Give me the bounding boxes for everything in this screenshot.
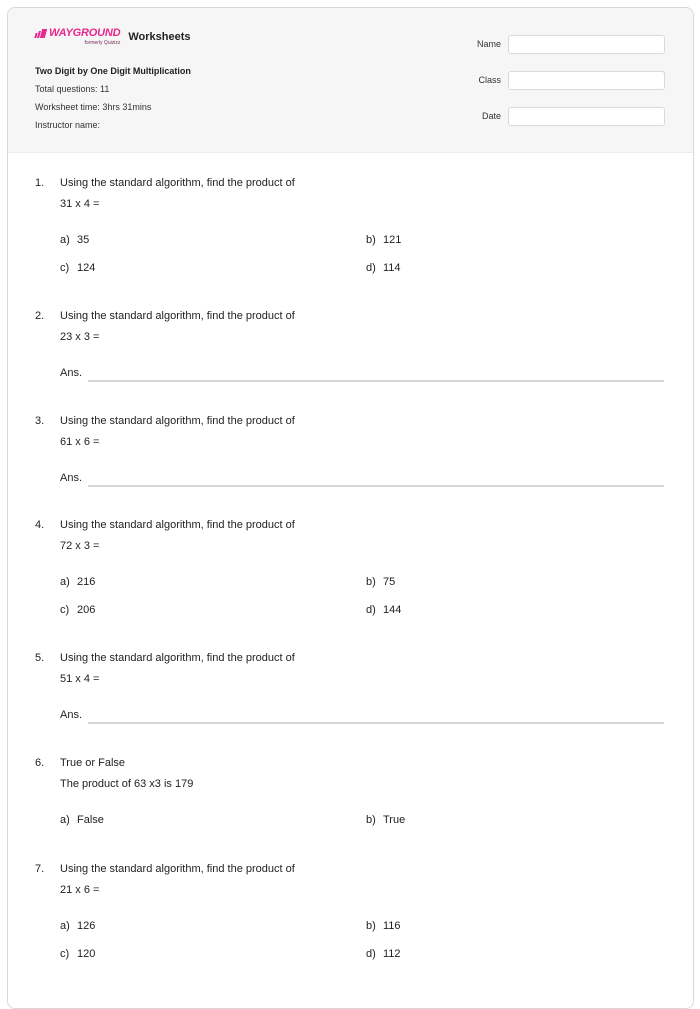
question-expression: 72 x 3 = [60, 540, 100, 552]
class-field[interactable] [508, 71, 665, 90]
question-prompt: Using the standard algorithm, find the product of [60, 310, 295, 322]
question-number: 5. [35, 652, 45, 664]
question-prompt: Using the standard algorithm, find the product of [60, 519, 295, 531]
question-expression: 31 x 4 = [60, 198, 100, 210]
question-number: 2. [35, 310, 45, 322]
worksheet-title: Two Digit by One Digit Multiplication [35, 66, 191, 76]
question-expression: 51 x 4 = [60, 673, 100, 685]
option-c[interactable]: c) 206 [60, 604, 96, 616]
answer-line[interactable] [88, 722, 664, 724]
date-label: Date [481, 111, 501, 121]
name-label: Name [476, 39, 501, 49]
answer-label: Ans. [60, 709, 83, 721]
option-b[interactable]: b) 116 [366, 920, 401, 932]
question-number: 4. [35, 519, 45, 531]
option-b[interactable]: b) True [366, 814, 406, 826]
question-number: 1. [35, 177, 45, 189]
option-b[interactable]: b) 75 [366, 576, 396, 588]
question-prompt: Using the standard algorithm, find the product of [60, 177, 295, 189]
name-row [455, 33, 665, 55]
question-number: 6. [35, 757, 45, 769]
answer-label: Ans. [60, 367, 83, 379]
worksheet-time: Worksheet time: 3hrs 31mins [35, 102, 152, 112]
product-title: Worksheets [128, 31, 191, 43]
worksheet-header [8, 8, 693, 153]
student-info-form [455, 33, 665, 141]
logo-tagline: formerly Quizizz [84, 40, 121, 46]
wayground-logo [35, 27, 120, 46]
option-a[interactable]: a) 126 [60, 920, 96, 932]
logo-mark-icon [35, 29, 47, 38]
option-b[interactable]: b) 121 [366, 234, 402, 246]
question-prompt: Using the standard algorithm, find the product of [60, 652, 295, 664]
option-d[interactable]: d) 114 [366, 262, 401, 274]
question-expression: 21 x 6 = [60, 884, 100, 896]
instructor-name: Instructor name: [35, 120, 101, 130]
question-expression: 23 x 3 = [60, 331, 100, 343]
question-prompt: True or False [60, 757, 126, 769]
answer-line[interactable] [88, 485, 664, 487]
answer-line[interactable] [88, 380, 664, 382]
worksheet-page [7, 7, 694, 1009]
date-field[interactable] [508, 107, 665, 126]
question-prompt: Using the standard algorithm, find the product of [60, 415, 295, 427]
name-field[interactable] [508, 35, 665, 54]
option-d[interactable]: d) 144 [366, 604, 402, 616]
option-c[interactable]: c) 120 [60, 948, 96, 960]
option-a[interactable]: a) False [60, 814, 104, 826]
question-number: 3. [35, 415, 45, 427]
answer-label: Ans. [60, 472, 83, 484]
option-c[interactable]: c) 124 [60, 262, 96, 274]
option-a[interactable]: a) 216 [60, 576, 96, 588]
option-a[interactable]: a) 35 [60, 234, 90, 246]
question-statement: The product of 63 x3 is 179 [60, 778, 194, 790]
question-prompt: Using the standard algorithm, find the product of [60, 863, 295, 875]
logo-brand-text: WAYGROUND [49, 27, 121, 39]
question-expression: 61 x 6 = [60, 436, 100, 448]
class-label: Class [478, 75, 501, 85]
date-row [455, 105, 665, 127]
option-d[interactable]: d) 112 [366, 948, 401, 960]
total-questions: Total questions: 11 [35, 84, 110, 94]
brand [35, 27, 190, 46]
class-row [455, 69, 665, 91]
question-number: 7. [35, 863, 45, 875]
